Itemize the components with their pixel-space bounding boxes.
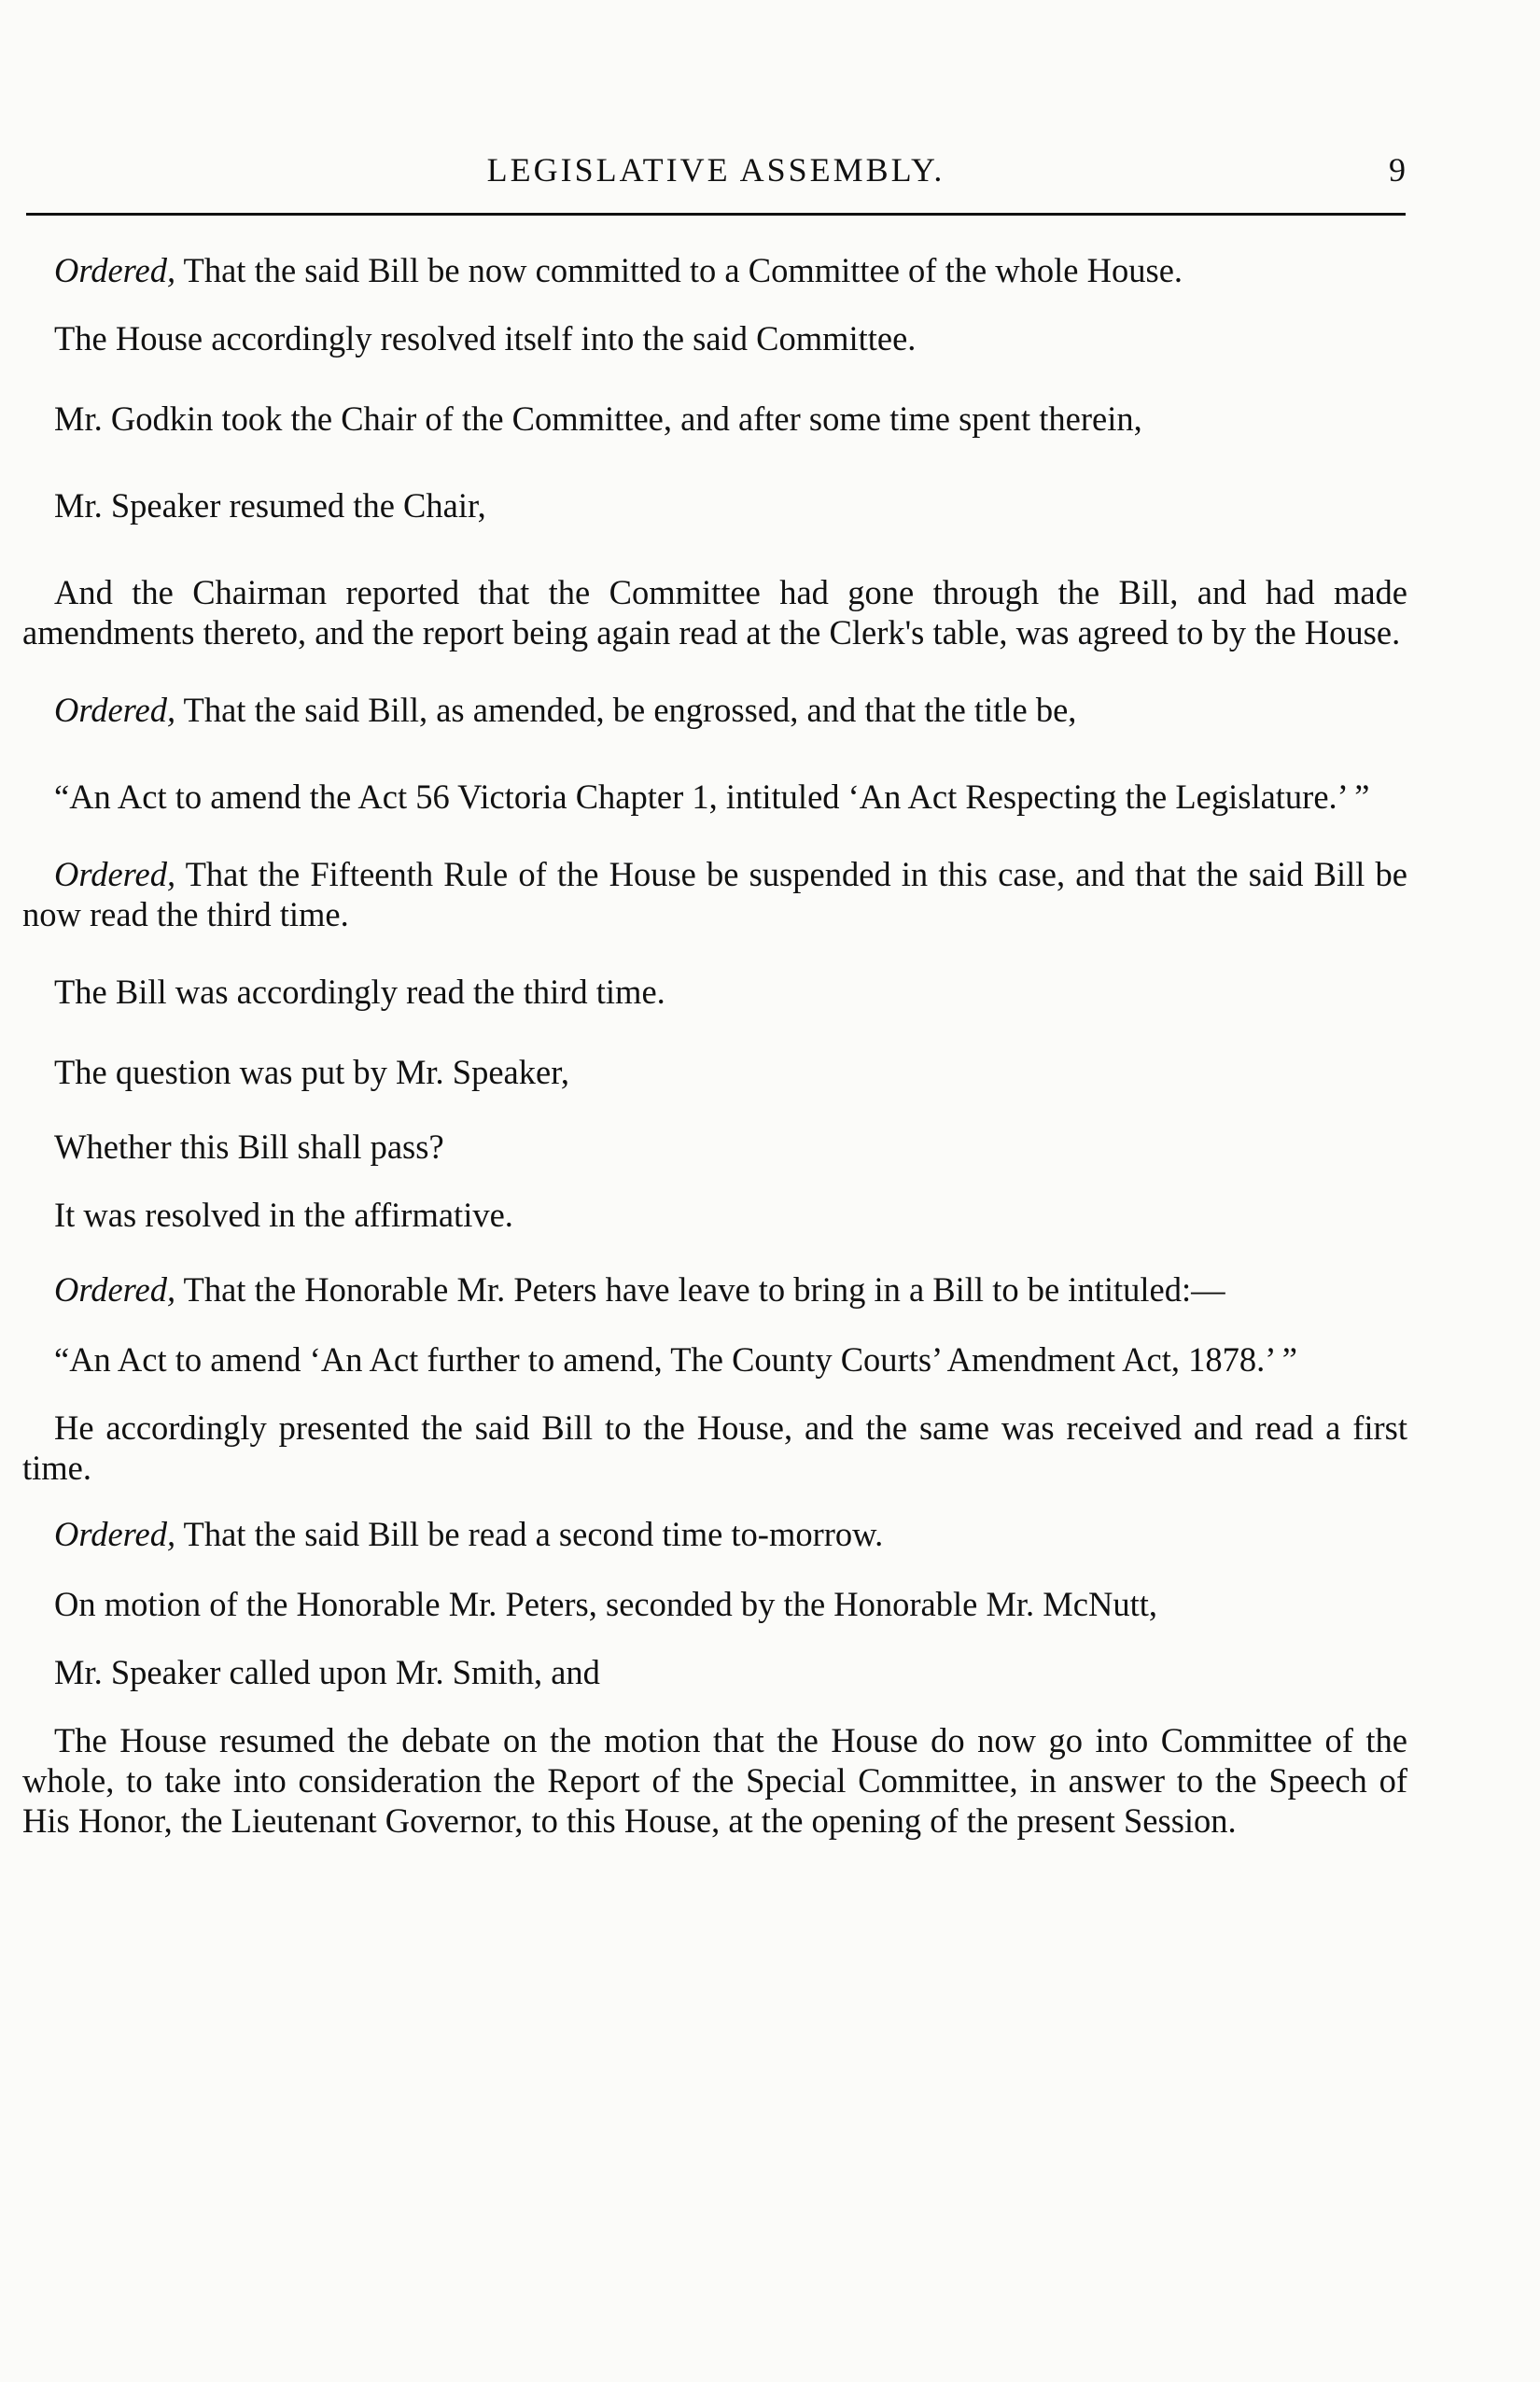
paragraph — [22, 1720, 1407, 1841]
paragraph — [22, 572, 1407, 652]
paragraph — [22, 777, 1407, 817]
paragraph-lead: Ordered, — [54, 251, 176, 289]
paragraph — [22, 1052, 1407, 1092]
paragraph — [22, 250, 1407, 290]
paragraph-text: Mr. Speaker called upon Mr. Smith, and — [54, 1653, 600, 1691]
paragraph-text: That the Honorable Mr. Peters have leave to bring in a Bill to be intituled:— — [175, 1270, 1225, 1309]
paragraph — [22, 1584, 1407, 1624]
paragraph-text: Whether this Bill shall pass? — [54, 1128, 444, 1166]
paragraph — [22, 1127, 1407, 1167]
paragraph — [22, 972, 1407, 1012]
paragraph-text: And the Chairman reported that the Committee had gone through the Bill, and had made amendments thereto, and the report being again read at the Clerk's table, was agreed to by the House. — [22, 573, 1407, 652]
paragraph — [22, 399, 1407, 439]
paragraph-text: That the said Bill be read a second time to-morrow. — [175, 1515, 884, 1553]
page-header — [26, 142, 1406, 198]
paragraph — [22, 1652, 1407, 1692]
paragraph — [22, 854, 1407, 934]
paragraph-lead: Ordered, — [54, 691, 176, 729]
paragraph — [22, 318, 1407, 358]
paragraph — [22, 485, 1407, 525]
paragraph-text: The House resumed the debate on the motion that the House do now go into Committee of the whole, to take into consideration the Report of the Special Committee, in answer to the Speech of His Honor, the Lieutenant Governor, to this House, at the opening of the present Session. — [22, 1721, 1407, 1840]
paragraph-text: It was resolved in the affirmative. — [54, 1196, 513, 1234]
paragraph-text: That the said Bill, as amended, be engrossed, and that the title be, — [175, 691, 1077, 729]
paragraph-text: Mr. Speaker resumed the Chair, — [54, 486, 486, 525]
paragraph-text: The question was put by Mr. Speaker, — [54, 1053, 570, 1091]
body-text — [22, 250, 1407, 1841]
paragraph-lead: Ordered, — [54, 1515, 176, 1553]
paragraph-text: “An Act to amend ‘An Act further to amend, The County Courts’ Amendment Act, 1878.’ ” — [54, 1340, 1297, 1379]
paragraph — [22, 1339, 1407, 1380]
paragraph-text: He accordingly presented the said Bill to the House, and the same was received and read a first time. — [22, 1408, 1407, 1487]
paragraph-text: On motion of the Honorable Mr. Peters, seconded by the Honorable Mr. McNutt, — [54, 1585, 1157, 1623]
paragraph — [22, 1269, 1407, 1310]
paragraph — [22, 1408, 1407, 1488]
paragraph-text: That the said Bill be now committed to a Committee of the whole House. — [175, 251, 1183, 289]
paragraph-text: That the Fifteenth Rule of the House be suspended in this case, and that the said Bill be now read the third time. — [22, 855, 1407, 933]
paragraph-text: The Bill was accordingly read the third time. — [54, 973, 665, 1011]
paragraph-lead: Ordered, — [54, 855, 176, 893]
paragraph-text: “An Act to amend the Act 56 Victoria Chapter 1, intituled ‘An Act Respecting the Legislature.’ ” — [54, 778, 1370, 816]
paragraph — [22, 1514, 1407, 1554]
header-rule — [26, 213, 1406, 216]
paragraph-lead: Ordered, — [54, 1270, 176, 1309]
paragraph-text: The House accordingly resolved itself into the said Committee. — [54, 319, 917, 357]
paragraph — [22, 690, 1407, 730]
page-number: 9 — [1389, 151, 1406, 189]
paragraph — [22, 1195, 1407, 1235]
running-title: LEGISLATIVE ASSEMBLY. — [486, 151, 945, 189]
paragraph-text: Mr. Godkin took the Chair of the Committee, and after some time spent therein, — [54, 399, 1142, 438]
